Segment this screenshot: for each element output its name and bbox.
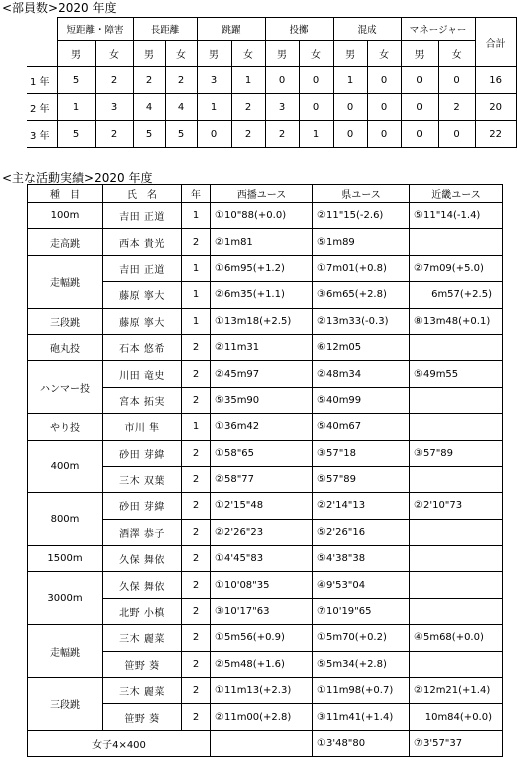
result-r3: ②7m09(+5.0)	[410, 255, 503, 281]
athlete-name: 砂田 芽緯	[103, 493, 182, 519]
member-count: 0	[299, 67, 333, 94]
female-header: 女	[367, 41, 401, 67]
male-header: 男	[133, 41, 165, 67]
result-r2: ③6m65(+2.8)	[313, 282, 410, 308]
athlete-name: 市川 隼	[103, 414, 182, 440]
member-count: 0	[265, 67, 299, 94]
result-r1: ①2'15"48	[211, 493, 313, 519]
result-r2: ⑦10'19"65	[313, 598, 410, 624]
event-name: やり投	[28, 414, 103, 440]
athlete-name: 笹野 葵	[103, 651, 182, 677]
result-r1: ①11m13(+2.3)	[211, 678, 313, 704]
event-name: 1500m	[28, 546, 103, 572]
result-r2: ①5m70(+0.2)	[313, 625, 410, 651]
results-row	[28, 678, 503, 704]
results-header: 西播ユース	[211, 185, 313, 203]
event-name: 100m	[28, 203, 103, 229]
result-r3: ⑤49m55	[410, 361, 503, 387]
event-name: 3000m	[28, 572, 103, 625]
event-name: 三段跳	[28, 308, 103, 334]
member-count: 1	[57, 94, 95, 121]
result-r3	[410, 651, 503, 677]
member-count: 0	[367, 94, 401, 121]
member-count: 0	[367, 67, 401, 94]
result-r3: ⑤11"14(-1.4)	[410, 203, 503, 229]
result-r3	[410, 598, 503, 624]
group-header: 跳躍	[197, 18, 265, 41]
result-r1: ③10'17"63	[211, 598, 313, 624]
member-count: 4	[133, 94, 165, 121]
athlete-year: 2	[182, 361, 211, 387]
male-header: 男	[197, 41, 231, 67]
female-header: 女	[165, 41, 197, 67]
result-r3	[410, 519, 503, 545]
female-header: 女	[438, 41, 475, 67]
result-r2: ④9'53"04	[313, 572, 410, 598]
male-header: 男	[57, 41, 95, 67]
event-name: 400m	[28, 440, 103, 493]
athlete-year: 2	[182, 466, 211, 492]
athlete-name: 藤原 寧大	[103, 282, 182, 308]
results-header: 氏 名	[103, 185, 182, 203]
group-header: 短距離・障害	[57, 18, 133, 41]
year-label: 3 年	[27, 121, 57, 148]
result-r2: ⑤40m99	[313, 387, 410, 413]
results-row	[28, 440, 503, 466]
athlete-year: 1	[182, 414, 211, 440]
member-count: 0	[333, 94, 367, 121]
results-row	[28, 229, 503, 255]
member-count: 5	[133, 121, 165, 148]
result-r3	[410, 334, 503, 360]
athlete-name: 川田 竜史	[103, 361, 182, 387]
male-header: 男	[333, 41, 367, 67]
result-r1: ②58"77	[211, 466, 313, 492]
male-header: 男	[401, 41, 438, 67]
athlete-year: 2	[182, 229, 211, 255]
member-count: 3	[197, 67, 231, 94]
result-r2: ②48m34	[313, 361, 410, 387]
event-name: 砲丸投	[28, 334, 103, 360]
member-count: 0	[438, 121, 475, 148]
female-header: 女	[95, 41, 133, 67]
athlete-name: 三木 双葉	[103, 466, 182, 492]
member-count: 2	[95, 67, 133, 94]
athlete-year: 2	[182, 546, 211, 572]
relay-r1	[211, 730, 313, 756]
member-count: 3	[95, 94, 133, 121]
result-r1: ②45m97	[211, 361, 313, 387]
athlete-year: 2	[182, 334, 211, 360]
result-r2: ②11"15(-2.6)	[313, 203, 410, 229]
athlete-name: 久保 舞依	[103, 546, 182, 572]
athlete-year: 1	[182, 203, 211, 229]
result-r3: 10m84(+0.0)	[410, 704, 503, 730]
member-count: 1	[197, 94, 231, 121]
members-heading: <部員数>2020 年度	[2, 1, 117, 15]
athlete-year: 2	[182, 598, 211, 624]
member-count: 1	[333, 67, 367, 94]
member-total: 22	[475, 121, 516, 148]
member-count: 0	[197, 121, 231, 148]
member-count: 5	[165, 121, 197, 148]
member-count: 0	[401, 67, 438, 94]
member-count: 5	[57, 67, 95, 94]
event-name: 800m	[28, 493, 103, 546]
group-header: 投擲	[265, 18, 333, 41]
results-row	[28, 546, 503, 572]
athlete-name: 吉田 正道	[103, 255, 182, 281]
results-header: 県ユース	[313, 185, 410, 203]
athlete-year: 2	[182, 704, 211, 730]
member-count: 0	[367, 121, 401, 148]
result-r3	[410, 229, 503, 255]
athlete-name: 三木 麗菜	[103, 625, 182, 651]
result-r1: ①10'08"35	[211, 572, 313, 598]
results-row	[28, 203, 503, 229]
event-name: 走幅跳	[28, 255, 103, 308]
result-r3	[410, 414, 503, 440]
result-r3: 6m57(+2.5)	[410, 282, 503, 308]
result-r3	[410, 572, 503, 598]
relay-r2: ①3'48"80	[313, 730, 410, 756]
result-r1: ①5m56(+0.9)	[211, 625, 313, 651]
result-r3	[410, 387, 503, 413]
event-name: 三段跳	[28, 678, 103, 731]
result-r2: ⑤4'38"38	[313, 546, 410, 572]
members-row	[27, 67, 516, 94]
result-r2: ③11m41(+1.4)	[313, 704, 410, 730]
result-r2: ②2'14"13	[313, 493, 410, 519]
result-r1: ②6m35(+1.1)	[211, 282, 313, 308]
members-row	[27, 121, 516, 148]
result-r1: ①6m95(+1.2)	[211, 255, 313, 281]
member-total: 20	[475, 94, 516, 121]
athlete-year: 2	[182, 493, 211, 519]
result-r1: ②11m00(+2.8)	[211, 704, 313, 730]
athlete-name: 吉田 正道	[103, 203, 182, 229]
results-row	[28, 625, 503, 651]
athlete-year: 2	[182, 625, 211, 651]
athlete-year: 2	[182, 572, 211, 598]
member-count: 1	[299, 121, 333, 148]
member-count: 2	[133, 67, 165, 94]
year-label: 1 年	[27, 67, 57, 94]
athlete-year: 1	[182, 282, 211, 308]
result-r1: ②5m48(+1.6)	[211, 651, 313, 677]
event-name: 走幅跳	[28, 625, 103, 678]
event-name: 走高跳	[28, 229, 103, 255]
result-r1: ①10"88(+0.0)	[211, 203, 313, 229]
member-count: 2	[231, 121, 265, 148]
results-row	[28, 572, 503, 598]
member-count: 1	[231, 67, 265, 94]
results-row	[28, 414, 503, 440]
group-header: 長距離	[133, 18, 197, 41]
relay-event: 女子4×400	[28, 730, 211, 756]
result-r2: ⑤57"89	[313, 466, 410, 492]
athlete-year: 2	[182, 440, 211, 466]
result-r3: ②12m21(+1.4)	[410, 678, 503, 704]
member-count: 3	[265, 94, 299, 121]
member-count: 2	[231, 94, 265, 121]
athlete-name: 三木 麗菜	[103, 678, 182, 704]
result-r1: ①4'45"83	[211, 546, 313, 572]
athlete-name: 西本 貴光	[103, 229, 182, 255]
result-r2: ⑤5m34(+2.8)	[313, 651, 410, 677]
results-row	[28, 308, 503, 334]
athlete-name: 久保 舞依	[103, 572, 182, 598]
members-row	[27, 94, 516, 121]
result-r2: ⑤1m89	[313, 229, 410, 255]
member-count: 5	[57, 121, 95, 148]
results-row	[28, 334, 503, 360]
result-r1: ①36m42	[211, 414, 313, 440]
member-count: 2	[95, 121, 133, 148]
result-r3: ③57"89	[410, 440, 503, 466]
result-r2: ⑤2'26"16	[313, 519, 410, 545]
members-table	[27, 17, 517, 148]
year-label: 2 年	[27, 94, 57, 121]
member-count: 0	[401, 94, 438, 121]
result-r3	[410, 546, 503, 572]
result-r2: ⑤40m67	[313, 414, 410, 440]
member-count: 4	[165, 94, 197, 121]
member-count: 0	[299, 94, 333, 121]
results-row	[28, 255, 503, 281]
results-heading: <主な活動実績>2020 年度	[2, 171, 153, 185]
athlete-name: 石本 悠希	[103, 334, 182, 360]
relay-r3: ⑦3'57"37	[410, 730, 503, 756]
female-header: 女	[231, 41, 265, 67]
total-header: 合計	[475, 18, 516, 67]
result-r1: ②11m31	[211, 334, 313, 360]
athlete-year: 1	[182, 255, 211, 281]
member-count: 0	[401, 121, 438, 148]
results-header: 年	[182, 185, 211, 203]
result-r1: ②2'26"23	[211, 519, 313, 545]
member-count: 0	[333, 121, 367, 148]
results-table	[27, 184, 503, 757]
event-name: ハンマー投	[28, 361, 103, 414]
result-r2: ①11m98(+0.7)	[313, 678, 410, 704]
athlete-name: 宮本 拓実	[103, 387, 182, 413]
result-r1: ①13m18(+2.5)	[211, 308, 313, 334]
athlete-name: 酒澤 恭子	[103, 519, 182, 545]
athlete-name: 笹野 葵	[103, 704, 182, 730]
results-header: 種 目	[28, 185, 103, 203]
result-r3	[410, 466, 503, 492]
results-row	[28, 361, 503, 387]
athlete-year: 1	[182, 308, 211, 334]
member-count: 2	[265, 121, 299, 148]
result-r2: ②13m33(-0.3)	[313, 308, 410, 334]
group-header: マネージャー	[401, 18, 475, 41]
athlete-name: 北野 小槙	[103, 598, 182, 624]
result-r2: ⑥12m05	[313, 334, 410, 360]
results-row	[28, 493, 503, 519]
result-r3: ②2'10"73	[410, 493, 503, 519]
result-r1: ①58"65	[211, 440, 313, 466]
member-count: 2	[165, 67, 197, 94]
male-header: 男	[265, 41, 299, 67]
result-r2: ③57"18	[313, 440, 410, 466]
relay-row	[28, 730, 503, 756]
athlete-name: 砂田 芽緯	[103, 440, 182, 466]
result-r2: ①7m01(+0.8)	[313, 255, 410, 281]
athlete-year: 2	[182, 387, 211, 413]
athlete-year: 2	[182, 519, 211, 545]
corner-cell	[27, 18, 57, 67]
athlete-year: 2	[182, 678, 211, 704]
results-header: 近畿ユース	[410, 185, 503, 203]
member-count: 2	[438, 94, 475, 121]
member-count: 0	[438, 67, 475, 94]
member-total: 16	[475, 67, 516, 94]
group-header: 混成	[333, 18, 401, 41]
athlete-year: 2	[182, 651, 211, 677]
result-r3: ④5m68(+0.0)	[410, 625, 503, 651]
result-r3: ⑧13m48(+0.1)	[410, 308, 503, 334]
athlete-name: 藤原 寧大	[103, 308, 182, 334]
result-r1: ⑤35m90	[211, 387, 313, 413]
result-r1: ②1m81	[211, 229, 313, 255]
female-header: 女	[299, 41, 333, 67]
